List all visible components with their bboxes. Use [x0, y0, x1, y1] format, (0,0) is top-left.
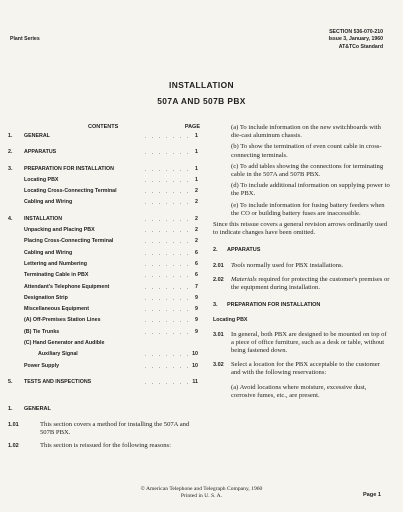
- right-column: [213, 124, 391, 403]
- toc-page: 7: [195, 283, 198, 290]
- paragraph-number: 1.01: [8, 422, 19, 429]
- section-header: [329, 29, 383, 51]
- toc-entry: [8, 238, 200, 249]
- toc-label: TESTS AND INSPECTIONS: [24, 378, 92, 385]
- toc-page: 6: [195, 272, 198, 279]
- toc-leader: . . . . . . .: [144, 352, 190, 359]
- toc-leader: . . . . . . .: [144, 379, 190, 386]
- general-heading: [8, 406, 200, 417]
- toc-leader: . . . . . . .: [144, 318, 190, 325]
- toc-entry: [8, 199, 200, 210]
- toc-label: Locating PBX: [24, 176, 59, 183]
- document-title: INSTALLATION: [169, 80, 234, 90]
- toc-page: 2: [195, 188, 198, 195]
- toc-number: 3.: [8, 165, 13, 172]
- toc-page: 1: [195, 149, 198, 156]
- toc-entry: [8, 317, 200, 328]
- page-heading: PAGE: [184, 124, 200, 130]
- left-column: [8, 124, 200, 450]
- toc-leader: . . . . . . .: [144, 284, 190, 291]
- toc-leader: . . . . . . .: [144, 189, 190, 196]
- toc-label: Terminating Cable in PBX: [24, 272, 89, 279]
- toc-page: 9: [195, 328, 198, 335]
- toc-number: 5.: [8, 378, 13, 385]
- paragraph-number: 3.02: [213, 362, 224, 369]
- toc-leader: . . . . . . .: [144, 250, 190, 257]
- document-subtitle: 507A AND 507B PBX: [157, 96, 246, 106]
- toc-label: Placing Cross-Connecting Terminal: [24, 238, 114, 245]
- general-number: 1.: [8, 406, 13, 413]
- preparation-title: PREPARATION FOR INSTALLATION: [227, 302, 321, 309]
- paragraph-text: This section is reissued for the following reasons:: [40, 441, 171, 449]
- toc-page: 1: [195, 133, 198, 139]
- toc-leader: . . . . . . .: [144, 295, 190, 302]
- paragraph-1-02: [8, 442, 200, 450]
- toc-entry: [8, 166, 200, 177]
- toc-page: 6: [195, 249, 198, 256]
- standard-label: AT&TCo Standard: [338, 43, 383, 50]
- toc-label: (C) Hand Generator and Audible: [24, 340, 105, 347]
- section-number: SECTION 536-070-210: [329, 29, 383, 35]
- toc-leader: . . . . . . .: [144, 228, 190, 235]
- toc-leader: . . . . . . .: [144, 216, 190, 223]
- paragraph-number: 2.01: [213, 262, 224, 269]
- toc-leader: . . . . . . .: [144, 200, 190, 207]
- emphasis-tools: Tools: [231, 261, 246, 269]
- toc-label: APPARATUS: [24, 149, 57, 156]
- apparatus-heading: [213, 246, 391, 254]
- toc-label: Power Supply: [24, 362, 60, 369]
- table-of-contents: [8, 133, 200, 390]
- toc-entry: [8, 329, 200, 340]
- toc-entry: [8, 351, 200, 362]
- toc-entry: [8, 261, 200, 272]
- toc-label: Lettering and Numbering: [24, 260, 87, 267]
- toc-page: 9: [195, 317, 198, 324]
- toc-label: PREPARATION FOR INSTALLATION: [24, 165, 114, 172]
- paragraph-2-01: [213, 262, 391, 270]
- toc-page: 6: [195, 260, 198, 267]
- toc-label: Designation Strip: [24, 294, 68, 301]
- toc-page: 2: [195, 227, 198, 234]
- toc-page: 9: [195, 294, 198, 301]
- toc-leader: . . . . . . .: [144, 261, 190, 268]
- contents-header: [8, 124, 200, 133]
- toc-number: 2.: [8, 149, 13, 156]
- paragraph-number: 2.02: [213, 276, 224, 283]
- toc-entry: [8, 149, 200, 160]
- toc-leader: . . . . . . .: [144, 363, 190, 370]
- toc-page: 2: [195, 238, 198, 245]
- toc-entry: [8, 133, 200, 144]
- paragraph-text: required for protecting the customer's premises or the equipment during installation.: [231, 275, 390, 292]
- issue-date: Issue 3, January, 1960: [328, 36, 383, 43]
- paragraph-text: normally used for PBX installations.: [246, 261, 344, 269]
- toc-leader: . . . . . . .: [144, 307, 190, 314]
- toc-leader: . . . . . . .: [144, 239, 190, 246]
- toc-label: Attendant's Telephone Equipment: [24, 283, 110, 290]
- reason-d: (d) To include additional information on supplying power to the PBX.: [231, 182, 390, 198]
- reason-c: (c) To add tables showing the connections for terminating cable in the 507A and 507B PBX.: [231, 162, 384, 179]
- toc-page: 11: [192, 378, 198, 385]
- toc-entry: [8, 284, 200, 295]
- toc-page: 9: [195, 306, 198, 313]
- paragraph-2-02: [213, 276, 391, 292]
- toc-entry: [8, 227, 200, 238]
- toc-label: GENERAL: [24, 133, 50, 139]
- plant-series-label: Plant Series: [10, 36, 40, 42]
- emphasis-materials: Materials: [231, 275, 257, 283]
- reason-a: (a) To include information on the new switchboards with die-cast aluminum chassis.: [231, 124, 381, 140]
- general-section: [8, 406, 200, 450]
- toc-entry: [8, 188, 200, 199]
- paragraph-text: In general, both PBX are designed to be mounted on top of a piece of office furniture, such as a desk or table, without being fastened down.: [231, 330, 387, 355]
- preparation-number: 3.: [213, 302, 218, 309]
- toc-page: 10: [192, 351, 198, 358]
- since-note: Since this reissue covers a general revision arrows ordinarily used to indicate changes have been omitted.: [213, 221, 388, 237]
- toc-page: 10: [192, 362, 198, 369]
- general-title: GENERAL: [24, 406, 51, 413]
- copyright-line: © American Telephone and Telegraph Company, 1960: [140, 486, 263, 492]
- reason-b: (b) To show the termination of even count cable in cross-connecting terminals.: [231, 143, 382, 159]
- toc-label: INSTALLATION: [24, 215, 63, 222]
- toc-entry: [8, 363, 200, 374]
- toc-entry: [8, 216, 200, 227]
- toc-entry: [8, 272, 200, 283]
- toc-page: 1: [195, 176, 198, 183]
- toc-label: (B) Tie Trunks: [24, 328, 60, 335]
- toc-page: 1: [195, 165, 198, 172]
- toc-number: 1.: [8, 133, 13, 139]
- locating-pbx-subhead: Locating PBX: [213, 317, 248, 324]
- paragraph-1-01: [8, 421, 200, 437]
- toc-label: (A) Off-Premises Station Lines: [24, 317, 101, 324]
- toc-entry: [8, 306, 200, 317]
- printed-line: Printed in U. S. A.: [180, 493, 223, 499]
- toc-page: 2: [195, 199, 198, 206]
- toc-label: Miscellaneous Equipment: [24, 306, 90, 313]
- toc-label: Locating Cross-Connecting Terminal: [24, 188, 117, 195]
- toc-leader: . . . . . . .: [144, 150, 190, 157]
- toc-entry: [8, 340, 200, 351]
- preparation-heading: [213, 301, 391, 309]
- paragraph-3-02: [213, 361, 391, 377]
- toc-entry: [8, 379, 200, 390]
- reason-e: (e) To include information for fusing battery feeders when the CO or building battery fuses are inaccessible.: [231, 201, 385, 217]
- toc-number: 4.: [8, 215, 13, 222]
- paragraph-text: This section covers a method for installing the 507A and 507B PBX.: [40, 421, 190, 437]
- toc-label: Cabling and Wiring: [24, 249, 73, 256]
- page-number: Page 1: [362, 492, 381, 498]
- toc-leader: . . . . . . .: [144, 134, 190, 140]
- toc-leader: . . . . . . .: [144, 273, 190, 280]
- apparatus-title: APPARATUS: [227, 247, 261, 254]
- toc-label: Auxiliary Signal: [38, 351, 78, 358]
- toc-leader: . . . . . . .: [144, 177, 190, 184]
- reservation-a: (a) Avoid locations where moisture, excessive dust, corrosive fumes, etc., are present.: [231, 383, 367, 399]
- toc-entry: [8, 295, 200, 306]
- toc-label: Cabling and Wiring: [24, 199, 73, 206]
- paragraph-text: Select a location for the PBX acceptable to the customer and with the following reservations:: [231, 361, 380, 377]
- footer: [0, 486, 403, 500]
- toc-entry: [8, 250, 200, 261]
- apparatus-number: 2.: [213, 247, 218, 254]
- paragraph-number: 1.02: [8, 442, 19, 449]
- toc-leader: . . . . . . .: [144, 329, 190, 336]
- contents-heading: CONTENTS: [88, 124, 119, 130]
- toc-leader: . . . . . . .: [144, 166, 190, 173]
- paragraph-number: 3.01: [213, 331, 224, 338]
- paragraph-3-01: [213, 331, 391, 356]
- toc-label: Unpacking and Placing PBX: [24, 227, 95, 234]
- toc-entry: [8, 177, 200, 188]
- toc-page: 2: [195, 215, 198, 222]
